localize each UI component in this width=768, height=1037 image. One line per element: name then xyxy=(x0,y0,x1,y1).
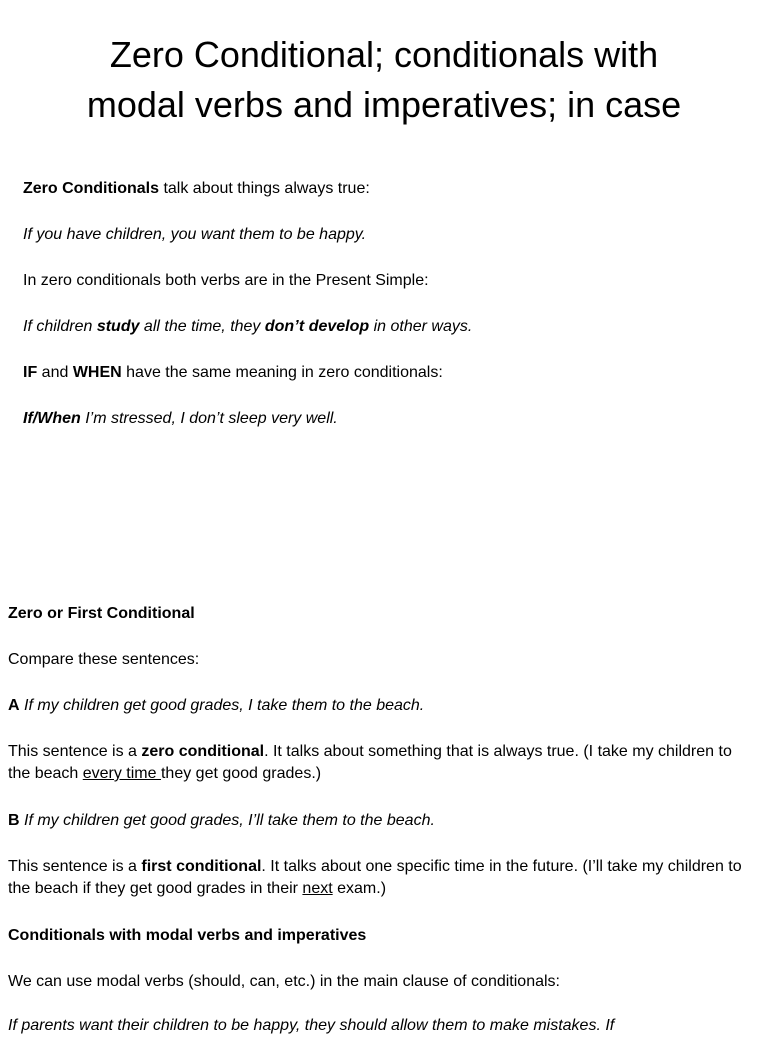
example-1: If you have children, you want them to be happy. xyxy=(23,226,367,243)
if-when-rule: IF and WHEN have the same meaning in zero conditionals: xyxy=(23,364,443,381)
compare-intro: Compare these sentences: xyxy=(8,651,200,668)
first-conditional-explanation: This sentence is a first conditional. It talks about one specific time in the future. (I’ll take my children to the beach if they get good grades in their next exam.) xyxy=(8,858,742,897)
example-3: If/When I’m stressed, I don’t sleep very well. xyxy=(23,410,338,427)
section-heading-modal-imperatives: Conditionals with modal verbs and imperatives xyxy=(8,927,367,944)
term-zero-conditionals: Zero Conditionals xyxy=(23,180,159,197)
sentence-b: B If my children get good grades, I’ll take them to the beach. xyxy=(8,812,435,829)
zero-conditional-definition: Zero Conditionals talk about things always true: xyxy=(23,180,370,197)
page-title xyxy=(0,30,768,130)
present-simple-rule: In zero conditionals both verbs are in the Present Simple: xyxy=(23,272,429,289)
title-line-1: Zero Conditional; conditionals with xyxy=(109,34,659,75)
zero-conditional-explanation: This sentence is a zero conditional. It talks about something that is always true. (I take my children to the beach every time they get good grades.) xyxy=(8,743,732,782)
sentence-a: A If my children get good grades, I take them to the beach. xyxy=(8,697,425,714)
section-heading-zero-or-first: Zero or First Conditional xyxy=(8,605,195,622)
example-2: If children study all the time, they don’t develop in other ways. xyxy=(23,318,473,335)
title-line-2: modal verbs and imperatives; in case xyxy=(86,84,682,125)
modal-example-partial: If parents want their children to be happy, they should allow them to make mistakes. If xyxy=(8,1017,615,1034)
modal-verbs-rule: We can use modal verbs (should, can, etc.) in the main clause of conditionals: xyxy=(8,973,560,990)
